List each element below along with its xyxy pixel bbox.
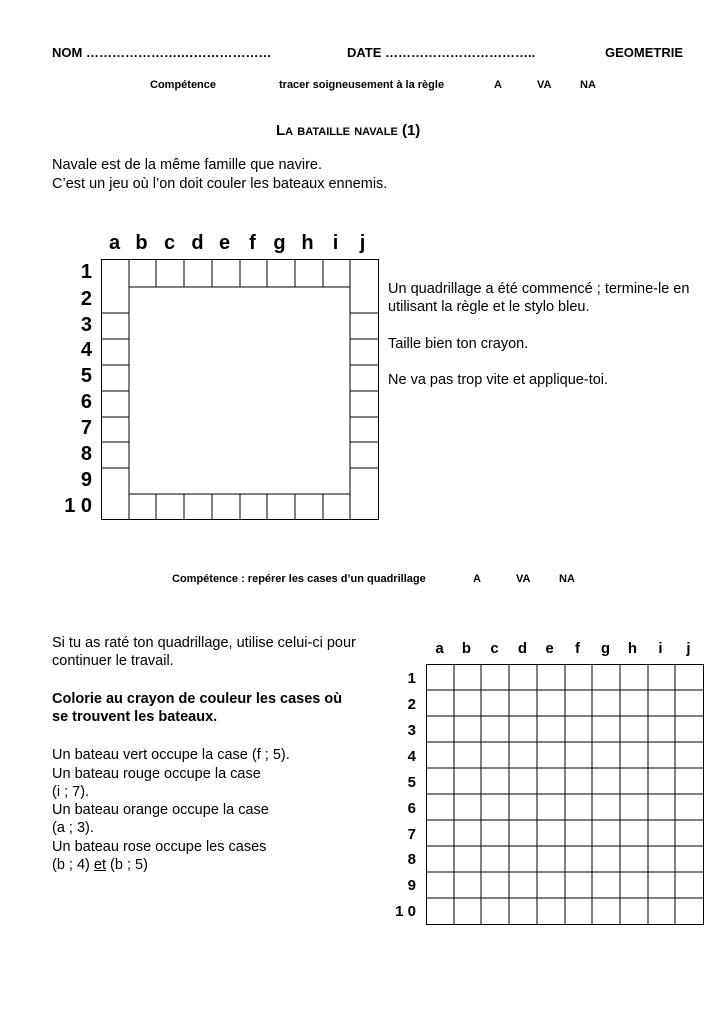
small-col-label: e	[545, 640, 554, 657]
big-col-label: f	[249, 232, 256, 254]
small-row-label: 3	[407, 722, 416, 739]
big-row-label: 2	[80, 288, 92, 310]
instruction-1: Un quadrillage a été commencé ; termine-le en utilisant la règle et le stylo bleu.	[388, 281, 690, 315]
small-col-label: g	[600, 640, 611, 657]
boat-orange-coords: (a ; 3).	[52, 820, 94, 836]
boat-pink-et: et	[93, 857, 106, 873]
small-col-label: j	[686, 640, 691, 657]
small-row-label: 1 0	[395, 903, 416, 920]
big-col-label: d	[191, 232, 204, 254]
boat-orange: Un bateau orange occupe la case	[52, 802, 269, 818]
section2-p2: Colorie au crayon de couleur les cases où se trouvent les bateaux.	[52, 691, 343, 725]
big-row-label: 5	[80, 365, 92, 387]
big-col-label: c	[163, 232, 176, 254]
big-row-label: 1 0	[64, 495, 92, 517]
big-col-label: b	[135, 232, 148, 254]
small-row-label: 8	[407, 851, 416, 868]
grade2-va[interactable]: VA	[516, 573, 531, 585]
big-row-label: 9	[80, 469, 92, 491]
competence2-text: Compétence : repérer les cases d’un quadrillage	[172, 573, 426, 585]
big-row-label: 3	[80, 314, 92, 336]
partial-grid[interactable]	[101, 259, 380, 521]
small-row-label: 2	[407, 696, 416, 713]
subject-label: GEOMETRIE	[605, 45, 684, 60]
intro-line-2: C’est un jeu où l’on doit couler les bateaux ennemis.	[52, 176, 388, 192]
small-row-label: 9	[407, 877, 416, 894]
grade2-na[interactable]: NA	[559, 573, 575, 585]
instruction-2: Taille bien ton crayon.	[388, 336, 529, 352]
big-col-label: e	[218, 232, 231, 254]
small-col-label: h	[627, 640, 638, 657]
grade-a[interactable]: A	[494, 79, 502, 91]
small-col-label: a	[435, 640, 444, 657]
big-col-label: a	[108, 232, 121, 254]
instruction-3: Ne va pas trop vite et applique-toi.	[388, 372, 609, 388]
small-col-label: c	[490, 640, 499, 657]
big-col-label: g	[273, 232, 286, 254]
competence-text: tracer soigneusement à la règle	[279, 79, 445, 91]
small-col-label: b	[461, 640, 472, 657]
boat-pink-coords	[52, 856, 148, 874]
big-col-label: i	[332, 232, 339, 254]
big-row-label: 7	[80, 417, 92, 439]
intro-line-1: Navale est de la même famille que navire.	[52, 157, 322, 173]
boat-red-coords: (i ; 7).	[52, 784, 90, 800]
competence-label: Compétence	[150, 79, 217, 91]
small-row-label: 4	[407, 748, 416, 765]
big-col-label: h	[301, 232, 314, 254]
grade-va[interactable]: VA	[537, 79, 552, 91]
big-col-label: j	[359, 232, 366, 254]
big-row-label: 4	[80, 339, 92, 361]
big-row-label: 6	[80, 391, 92, 413]
full-grid[interactable]	[426, 664, 705, 926]
grade2-a[interactable]: A	[473, 573, 481, 585]
section2-p1: Si tu as raté ton quadrillage, utilise celui-ci pour continuer le travail.	[52, 635, 356, 669]
boat-red: Un bateau rouge occupe la case	[52, 766, 261, 782]
boat-pink-coord-2: (b ; 5)	[110, 857, 148, 873]
boat-green: Un bateau vert occupe la case (f ; 5).	[52, 747, 290, 763]
name-field[interactable]: NOM ………………….…………………	[52, 45, 272, 60]
big-row-label: 1	[80, 261, 92, 283]
boat-pink: Un bateau rose occupe les cases	[52, 839, 267, 855]
small-col-label: f	[575, 640, 580, 657]
small-row-label: 5	[407, 774, 416, 791]
page-title: La bataille navale (1)	[276, 122, 421, 139]
small-col-label: d	[517, 640, 528, 657]
date-field[interactable]: DATE ……………………………..	[347, 45, 536, 60]
grade-na[interactable]: NA	[580, 79, 596, 91]
small-row-label: 6	[407, 800, 416, 817]
small-row-label: 1	[407, 670, 416, 687]
big-row-label: 8	[80, 443, 92, 465]
small-col-label: i	[658, 640, 663, 657]
small-row-label: 7	[407, 826, 416, 843]
boat-pink-coord-1: (b ; 4)	[52, 857, 90, 873]
